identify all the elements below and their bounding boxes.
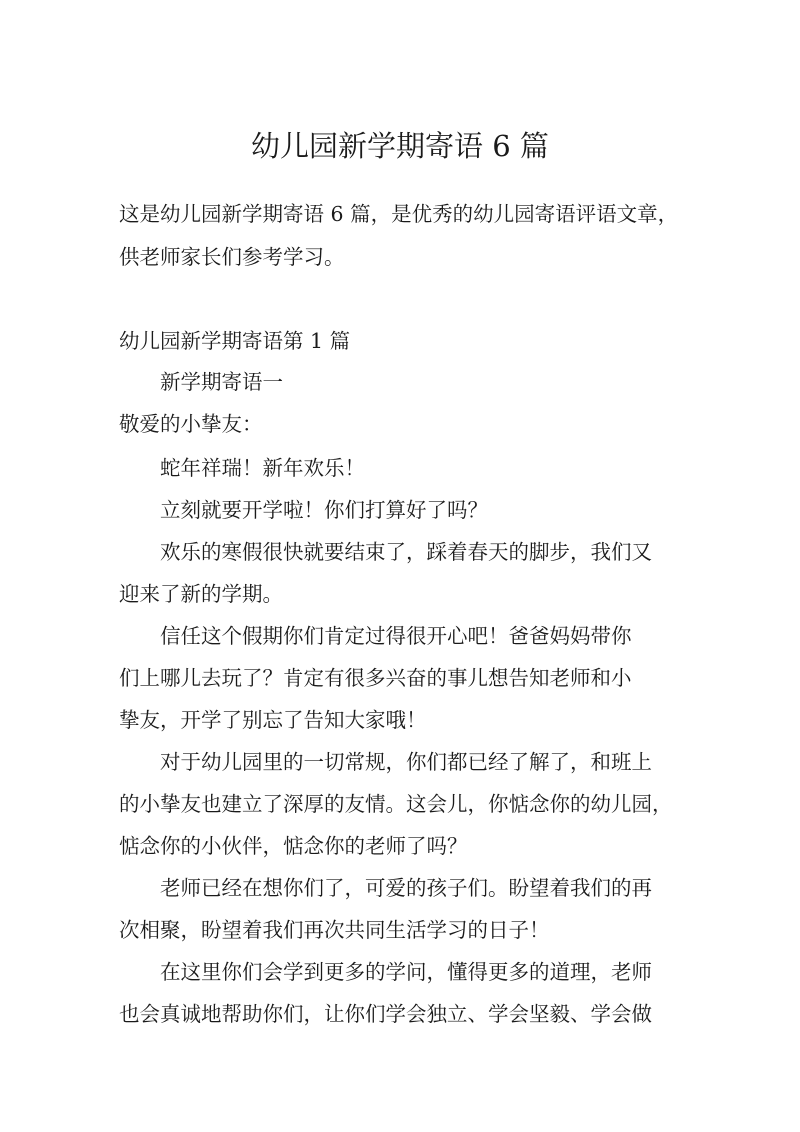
- body-line: 也会真诚地帮助你们，让你们学会独立、学会坚毅、学会做: [119, 1002, 652, 1026]
- body-line: 挚友，开学了别忘了告知大家哦！: [119, 708, 427, 732]
- body-line: 老师已经在想你们了，可爱的孩子们。盼望着我们的再: [160, 876, 652, 900]
- document-title: 幼儿园新学期寄语 6 篇: [251, 129, 549, 163]
- body-line: 立刻就要开学啦！你们打算好了吗？: [160, 498, 488, 522]
- subheading: 新学期寄语一: [160, 370, 283, 394]
- salutation: 敬爱的小挚友：: [119, 412, 263, 436]
- body-line: 次相聚，盼望着我们再次共同生活学习的日子！: [119, 918, 550, 942]
- intro-line: 这是幼儿园新学期寄语 6 篇，是优秀的幼儿园寄语评语文章，: [119, 202, 679, 226]
- intro-line: 供老师家长们参考学习。: [119, 245, 345, 269]
- body-line: 们上哪儿去玩了？肯定有很多兴奋的事儿想告知老师和小: [119, 666, 632, 690]
- body-line: 的小挚友也建立了深厚的友情。这会儿，你惦念你的幼儿园，: [119, 792, 673, 816]
- body-line: 对于幼儿园里的一切常规，你们都已经了解了，和班上: [160, 750, 652, 774]
- body-line: 在这里你们会学到更多的学问，懂得更多的道理，老师: [160, 960, 652, 984]
- body-line: 惦念你的小伙伴，惦念你的老师了吗？: [119, 834, 468, 858]
- body-line: 迎来了新的学期。: [119, 582, 283, 606]
- section-heading: 幼儿园新学期寄语第 1 篇: [119, 329, 351, 353]
- body-line: 蛇年祥瑞！新年欢乐！: [160, 456, 365, 480]
- body-line: 信任这个假期你们肯定过得很开心吧！爸爸妈妈带你: [160, 624, 632, 648]
- body-line: 欢乐的寒假很快就要结束了，踩着春天的脚步，我们又: [160, 540, 652, 564]
